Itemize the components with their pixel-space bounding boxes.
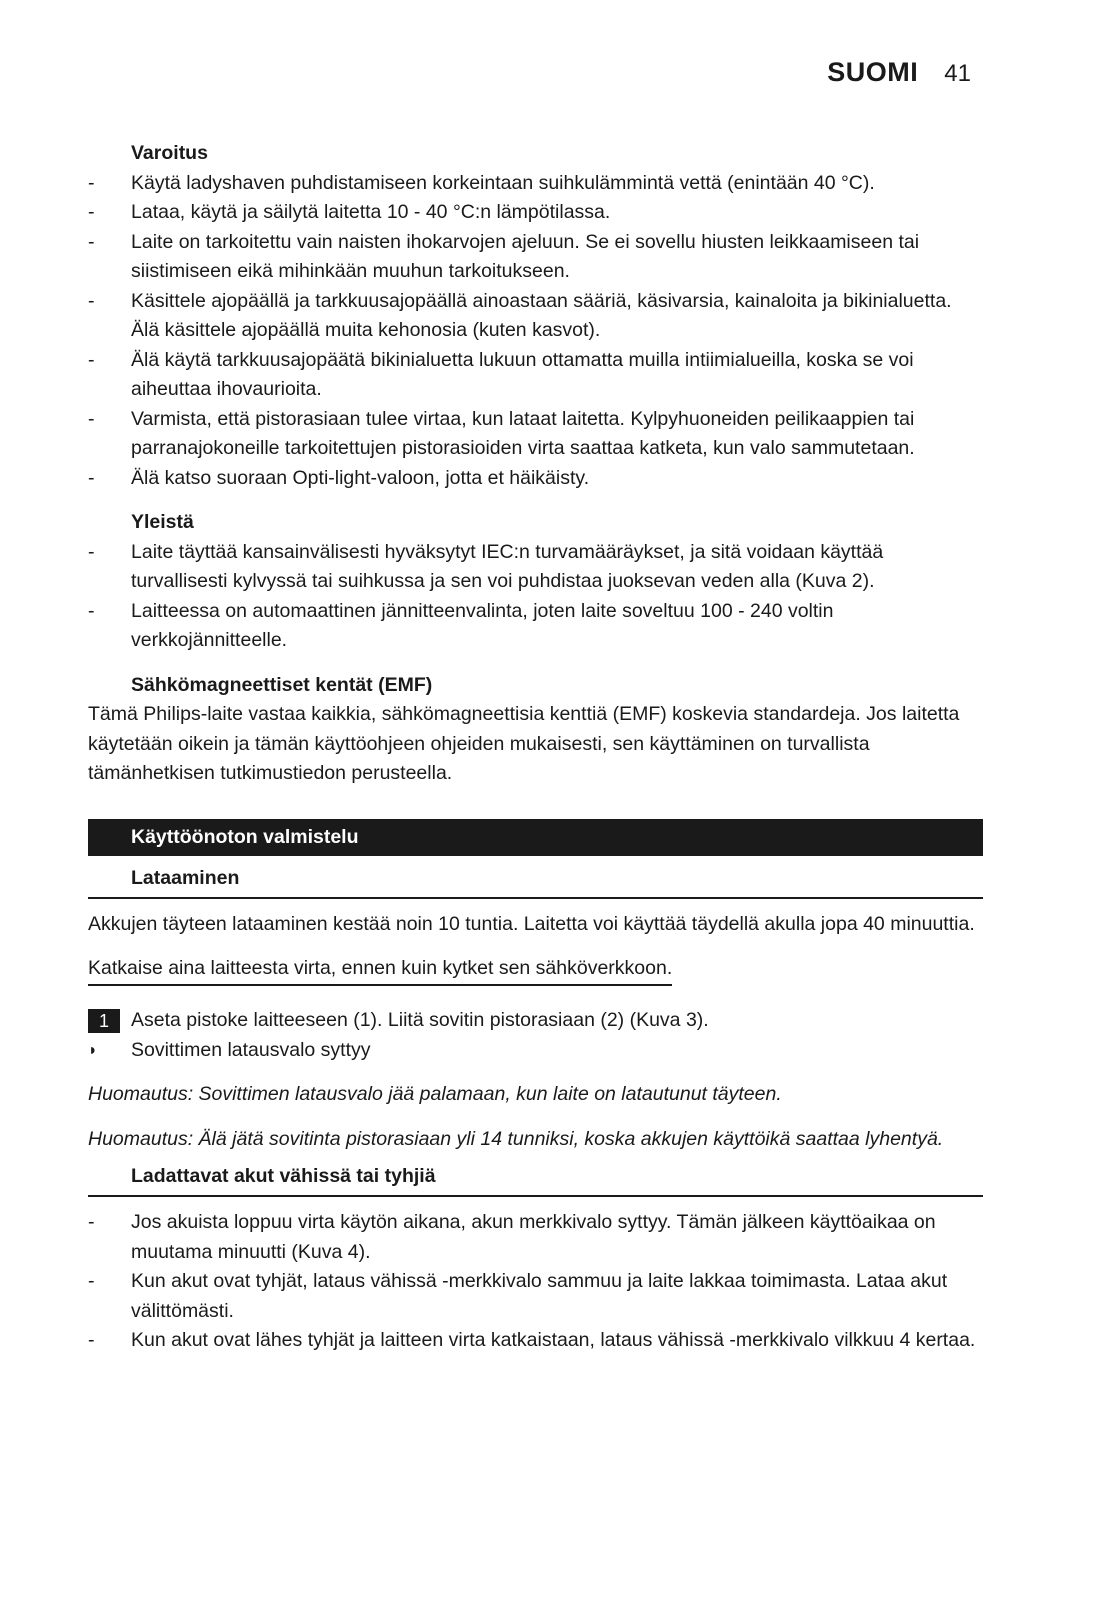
list-item (88, 228, 983, 287)
dash-bullet: - (88, 1329, 95, 1351)
list-item (88, 287, 983, 346)
general-heading: Yleistä (131, 511, 194, 533)
list-item (88, 597, 983, 656)
dash-bullet: - (88, 201, 95, 223)
warning-list (88, 169, 983, 494)
list-item-text: Laite on tarkoitettu vain naisten ihokarvojen ajeluun. Se ei sovellu hiusten leikkaamiseen tai siistimiseen eikä mihinkään muuhun tarkoitukseen. (131, 230, 920, 282)
dash-bullet: - (88, 230, 95, 253)
page-content (88, 139, 983, 1356)
list-item (88, 198, 983, 228)
list-item-text: Älä käytä tarkkuusajopäätä bikinialuetta lukuun ottamatta muilla intiimialueilla, koska se voi aiheuttaa ihovaurioita. (131, 348, 914, 400)
dash-bullet: - (88, 1270, 95, 1292)
result-arrow-icon: ◗ (88, 1041, 98, 1059)
section-title-bar: Käyttöönoton valmistelu (88, 819, 983, 856)
step-text: Aseta pistoke laitteeseen (1). Liitä sovitin pistorasiaan (2) (Kuva 3). (131, 1009, 709, 1031)
list-item-text: Kun akut ovat tyhjät, lataus vähissä -merkkivalo sammuu ja laite lakkaa toimimasta. Lataa akut välittömästi. (131, 1270, 948, 1322)
list-item-text: Jos akuista loppuu virta käytön aikana, akun merkkivalo syttyy. Tämän jälkeen käyttöaikaa on muutama minuutti (Kuva 4). (131, 1211, 936, 1263)
charging-heading: Lataaminen (88, 862, 983, 899)
list-item-text: Älä katso suoraan Opti-light-valoon, jotta et häikäisty. (131, 466, 590, 489)
list-item (88, 464, 983, 494)
step-result (88, 1036, 983, 1066)
dash-bullet: - (88, 348, 95, 371)
emf-paragraph: Tämä Philips-laite vastaa kaikkia, sähkömagneettisia kenttiä (EMF) koskevia standardeja. Jos laitetta käytetään oikein ja tämän käyttöohjeen ohjeiden mukaisesti, sen käyttäminen on turvallista tämänhetkisen tutkimustiedon perusteella. (88, 703, 960, 784)
list-item-text: Käsittele ajopäällä ja tarkkuusajopäällä ainoastaan sääriä, käsivarsia, kainaloita ja bikinialuetta. Älä käsittele ajopäällä muita kehonosia (kuten kasvot). (131, 289, 952, 341)
language-label: SUOMI (827, 57, 919, 87)
note-2: Huomautus: Älä jätä sovitinta pistorasiaan yli 14 tunniksi, koska akkujen käyttöikä saattaa lyhentyä. (88, 1127, 944, 1150)
dash-bullet: - (88, 1211, 95, 1233)
list-item-text: Laitteessa on automaattinen jännitteenvalinta, joten laite soveltuu 100 - 240 voltin verkkojännitteelle. (131, 599, 834, 651)
step-number-badge: 1 (88, 1009, 120, 1033)
emf-heading: Sähkömagneettiset kentät (EMF) (131, 673, 433, 696)
step-result-text: Sovittimen latausvalo syttyy (131, 1038, 371, 1061)
low-battery-heading: Ladattavat akut vähissä tai tyhjiä (88, 1160, 983, 1197)
list-item (88, 1326, 983, 1356)
list-item (88, 1267, 983, 1326)
dash-bullet: - (88, 599, 95, 622)
list-item (88, 1208, 983, 1267)
caution-text: Katkaise aina laitteesta virta, ennen kuin kytket sen sähköverkkoon. (88, 955, 672, 986)
dash-bullet: - (88, 407, 95, 430)
list-item (88, 169, 983, 199)
list-item-text: Varmista, että pistorasiaan tulee virtaa, kun lataat laitetta. Kylpyhuoneiden peilikaappien tai parranajokoneille tarkoitettujen pistorasioiden virta saattaa katketa, kun valo sammutetaan. (131, 407, 915, 459)
list-item (88, 346, 983, 405)
charging-paragraph: Akkujen täyteen lataaminen kestää noin 10 tuntia. Laitetta voi käyttää täydellä akulla jopa 40 minuuttia. (88, 912, 975, 935)
list-item-text: Kun akut ovat lähes tyhjät ja laitteen virta katkaistaan, lataus vähissä -merkkivalo vilkkuu 4 kertaa. (131, 1329, 976, 1351)
list-item-text: Laite täyttää kansainvälisesti hyväksytyt IEC:n turvamääräykset, ja sitä voidaan käyttää turvallisesti kylvyssä tai suihkussa ja sen voi puhdistaa juoksevan veden alla (Kuva 2). (131, 540, 884, 592)
list-item (88, 538, 983, 597)
dash-bullet: - (88, 466, 95, 489)
list-item-text: Lataa, käytä ja säilytä laitetta 10 - 40 °C:n lämpötilassa. (131, 201, 611, 223)
page-number: 41 (944, 60, 971, 87)
step-1 (88, 1006, 983, 1036)
list-item (88, 405, 983, 464)
dash-bullet: - (88, 289, 95, 312)
dash-bullet: - (88, 540, 95, 563)
dash-bullet: - (88, 171, 95, 194)
low-battery-list (88, 1208, 983, 1356)
general-list (88, 538, 983, 656)
note-1: Huomautus: Sovittimen latausvalo jää palamaan, kun laite on latautunut täyteen. (88, 1083, 782, 1105)
list-item-text: Käytä ladyshaven puhdistamiseen korkeintaan suihkulämmintä vettä (enintään 40 °C). (131, 171, 875, 194)
warning-heading: Varoitus (131, 142, 208, 164)
page-header (827, 58, 971, 102)
